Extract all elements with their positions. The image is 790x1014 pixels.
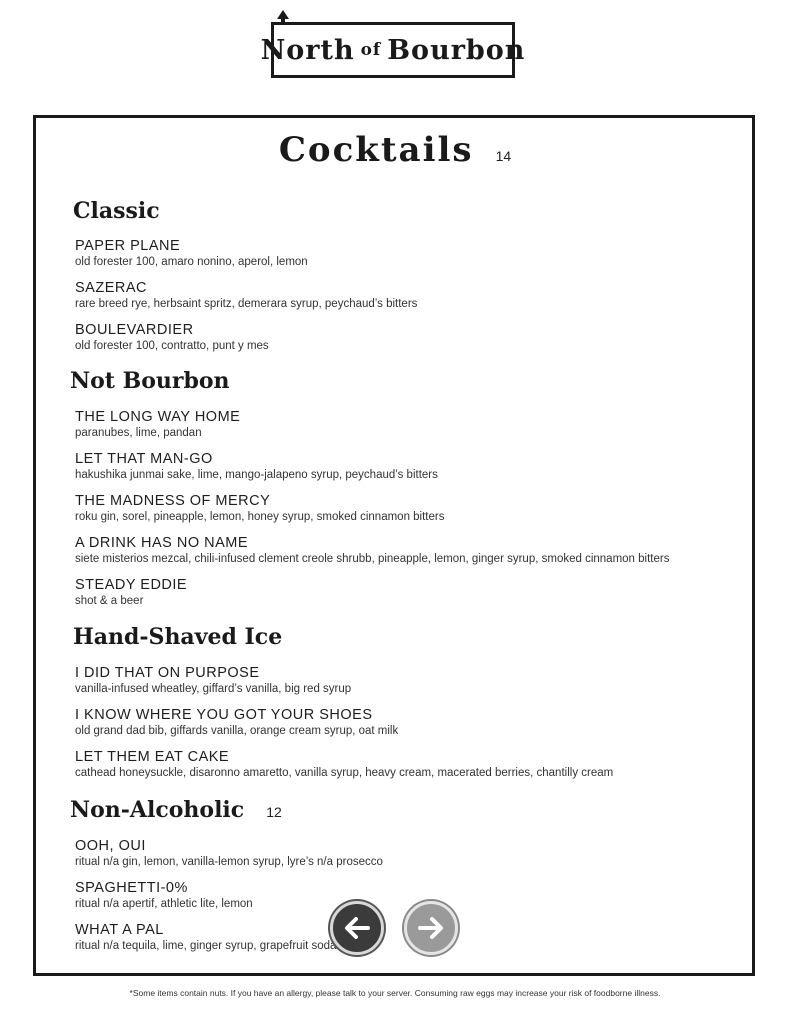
menu-item [75, 707, 398, 739]
logo-north: North [260, 34, 355, 66]
menu-item-desc: rare breed rye, herbsaint spritz, demerara syrup, peychaud’s bitters [75, 298, 418, 310]
menu-item [75, 880, 253, 912]
section-heading-classic [73, 198, 160, 224]
menu-item-name: BOULEVARDIER [75, 322, 194, 338]
section-heading-label: Hand-Shaved Ice [73, 624, 283, 650]
allergy-footnote: *Some items contain nuts. If you have an allergy, please talk to your server. Consuming raw eggs may increase your risk of foodborne illness. [129, 988, 661, 998]
menu-item-name: WHAT A PAL [75, 922, 164, 938]
menu-item [75, 749, 613, 781]
menu-title: Cocktails [278, 130, 474, 170]
menu-title-row [0, 130, 790, 170]
menu-item-desc: siete misterios mezcal, chili-infused clement creole shrubb, pineapple, lemon, ginger syrup, smoked cinnamon bitters [75, 553, 670, 565]
menu-item-desc: old forester 100, contratto, punt y mes [75, 340, 269, 352]
menu-item [75, 238, 308, 270]
menu-item-name: PAPER PLANE [75, 238, 181, 254]
menu-item-desc: old forester 100, amaro nonino, aperol, lemon [75, 256, 308, 268]
menu-item-name: THE MADNESS OF MERCY [75, 493, 271, 509]
logo [260, 22, 526, 78]
menu-item-desc: paranubes, lime, pandan [75, 427, 202, 439]
menu-item [75, 838, 383, 870]
menu-item [75, 322, 269, 354]
menu-item-name: LET THEM EAT CAKE [75, 749, 230, 765]
menu-item-name: LET THAT MAN-GO [75, 451, 213, 467]
previous-page-button[interactable] [330, 901, 384, 955]
menu-item-desc: cathead honeysuckle, disaronno amaretto, vanilla syrup, heavy cream, macerated berries, chantilly cream [75, 767, 614, 779]
menu-item [75, 451, 438, 483]
menu-item-name: OOH, OUI [75, 838, 146, 854]
menu-item [75, 665, 351, 697]
menu-item-name: I DID THAT ON PURPOSE [75, 665, 260, 681]
menu-item [75, 493, 444, 525]
section-heading-non-alcoholic [70, 797, 282, 823]
menu-item-name: A DRINK HAS NO NAME [75, 535, 249, 551]
logo-of: of [360, 40, 382, 60]
next-page-button[interactable] [404, 901, 458, 955]
section-heading-label: Non-Alcoholic [70, 797, 245, 823]
arrow-left-icon [342, 913, 372, 943]
section-price: 12 [266, 804, 282, 820]
section-heading-label: Not Bourbon [70, 368, 230, 394]
menu-item-desc: ritual n/a apertif, athletic lite, lemon [75, 898, 253, 910]
menu-item-desc: vanilla-infused wheatley, giffard’s vanilla, big red syrup [75, 683, 352, 695]
menu-item [75, 922, 336, 954]
arrow-right-icon [416, 913, 446, 943]
menu-title-price: 14 [495, 148, 512, 164]
menu-item-name: SPAGHETTI-0% [75, 880, 188, 896]
section-heading-hand-shaved-ice [73, 624, 282, 650]
menu-item [75, 535, 669, 567]
menu-item-name: THE LONG WAY HOME [75, 409, 241, 425]
menu-item-name: I KNOW WHERE YOU GOT YOUR SHOES [75, 707, 373, 723]
section-heading-not-bourbon [70, 368, 230, 394]
menu-item-desc: shot & a beer [75, 595, 144, 607]
menu-item-name: STEADY EDDIE [75, 577, 188, 593]
menu-item [75, 280, 417, 312]
logo-bourbon: Bourbon [387, 34, 526, 66]
menu-item-desc: roku gin, sorel, pineapple, lemon, honey syrup, smoked cinnamon bitters [75, 511, 445, 523]
menu-item-desc: ritual n/a tequila, lime, ginger syrup, grapefruit soda [75, 940, 337, 952]
menu-item [75, 577, 187, 609]
menu-item-desc: hakushika junmai sake, lime, mango-jalapeno syrup, peychaud’s bitters [75, 469, 438, 481]
menu-item-desc: ritual n/a gin, lemon, vanilla-lemon syrup, lyre’s n/a prosecco [75, 856, 383, 868]
section-heading-label: Classic [73, 198, 160, 224]
menu-item-desc: old grand dad bib, giffards vanilla, orange cream syrup, oat milk [75, 725, 399, 737]
menu-item-name: SAZERAC [75, 280, 147, 296]
menu-item [75, 409, 240, 441]
